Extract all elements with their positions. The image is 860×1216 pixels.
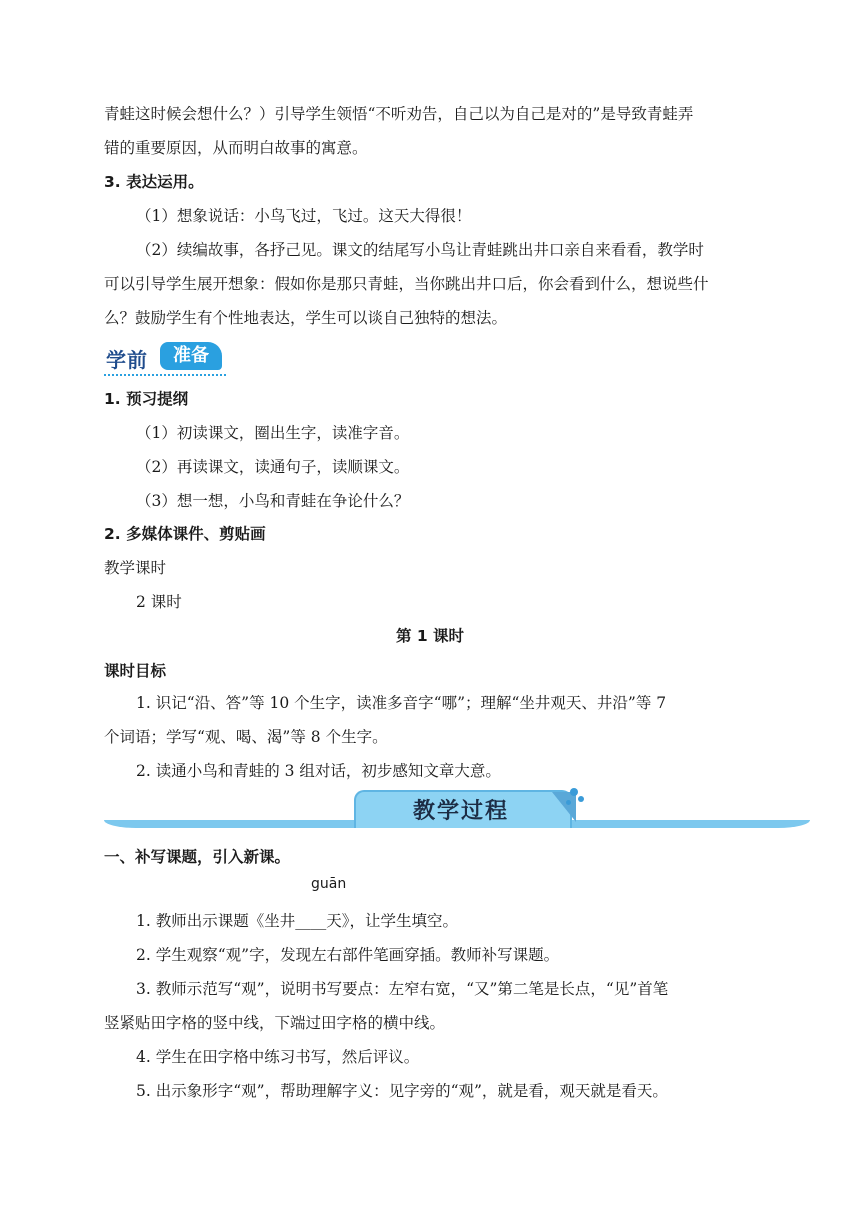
- step-item: 1. 教师出示课题《坐井____天》，让学生填空。: [136, 912, 458, 930]
- step-item: 4. 学生在田字格中练习书写，然后评议。: [136, 1048, 420, 1066]
- text-line: 么？鼓励学生有个性地表达，学生可以谈自己独特的想法。: [104, 309, 508, 327]
- section-heading: 1. 预习提纲: [104, 390, 189, 408]
- text-line: 可以引导学生展开想象：假如你是那只青蛙，当你跳出井口后，你会看到什么，想说些什: [104, 275, 709, 293]
- section-banner: [104, 788, 810, 832]
- text-line: 错的重要原因，从而明白故事的寓意。: [104, 139, 368, 157]
- badge-label: 学前: [106, 348, 148, 372]
- list-item: （2）再读课文，读通句子，读顺课文。: [136, 458, 410, 476]
- section-badge: [104, 342, 226, 376]
- badge-underline: [104, 374, 226, 376]
- text-line: （1）想象说话：小鸟飞过，飞过。这天大得很！: [136, 207, 472, 225]
- hours-value: 2 课时: [136, 593, 182, 611]
- section-heading: 2. 多媒体课件、剪贴画: [104, 525, 266, 543]
- section-heading: 一、补写课题，引入新课。: [104, 848, 291, 866]
- section-heading: 课时目标: [104, 662, 167, 680]
- goal-item: 个词语；学写“观、喝、渴”等 8 个生字。: [104, 728, 388, 746]
- step-item: 2. 学生观察“观”字，发现左右部件笔画穿插。教师补写课题。: [136, 946, 560, 964]
- step-item: 5. 出示象形字“观”，帮助理解字义：见字旁的“观”，就是看，观天就是看天。: [136, 1082, 668, 1100]
- list-item: （3）想一想，小鸟和青蛙在争论什么？: [136, 492, 410, 510]
- list-item: （1）初读课文，圈出生字，读准字音。: [136, 424, 410, 442]
- banner-title: 教学过程: [412, 799, 509, 824]
- goal-item: 1. 识记“沿、答”等 10 个生字，读准多音字“哪”；理解“坐井观天、井沿”等 7: [136, 694, 667, 712]
- section-heading: 3. 表达运用。: [104, 173, 204, 191]
- step-item: 3. 教师示范写“观”，说明书写要点：左窄右宽，“又”第二笔是长点，“见”首笔: [136, 980, 669, 998]
- goal-item: 2. 读通小鸟和青蛙的 3 组对话，初步感知文章大意。: [136, 762, 501, 780]
- text-line: 青蛙这时候会想什么？）引导学生领悟“不听劝告，自己以为自己是对的”是导致青蛙弄: [104, 105, 694, 123]
- droplet-icon: [570, 788, 578, 796]
- lesson-title: 第 1 课时: [395, 627, 465, 645]
- text-line: （2）续编故事，各抒己见。课文的结尾写小鸟让青蛙跳出井口亲自来看看，教学时: [136, 241, 704, 259]
- label: 教学课时: [104, 559, 167, 577]
- step-item: 竖紧贴田字格的竖中线，下端过田字格的横中线。: [104, 1014, 446, 1032]
- droplet-icon: [578, 796, 584, 802]
- badge-highlight: 准备: [160, 342, 222, 370]
- pinyin-annotation: guān: [311, 876, 347, 892]
